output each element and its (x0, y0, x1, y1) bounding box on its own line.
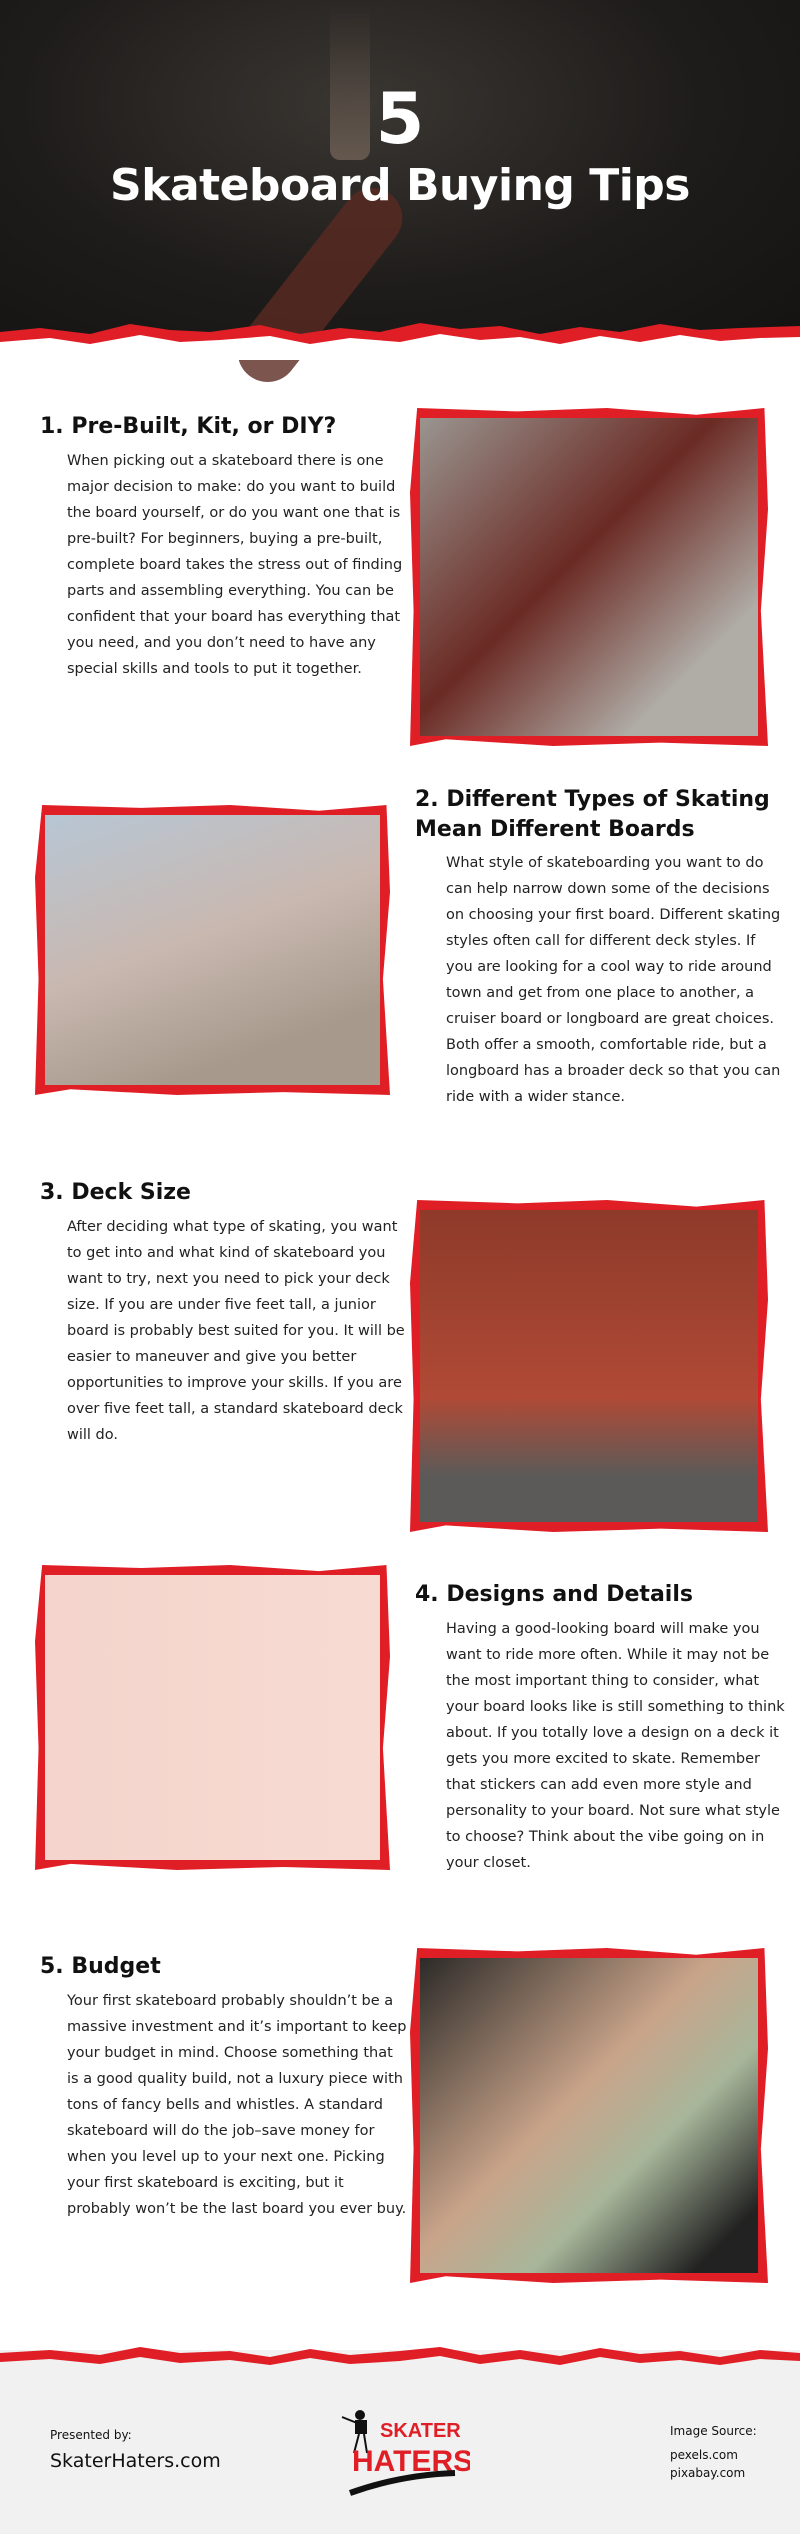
tip-body: After deciding what type of skating, you want to get into and what kind of skateboard you want to try, next you need to pick your deck size. If you are under five feet tall, a junior board is probably best suited for you. It will be easier to maneuver and give you better opportunities to improve your skills. If you are over five feet tall, a standard skateboard deck will do. (67, 1219, 405, 1443)
tip-heading: 1. Pre-Built, Kit, or DIY? (40, 414, 337, 439)
svg-text:HATERS: HATERS (352, 2445, 470, 2478)
tip-heading: 2. Different Types of Skating Mean Different Boards (415, 787, 770, 842)
skater-kickflip-photo (35, 805, 390, 1095)
longboards-against-brick-wall-photo (410, 1200, 768, 1532)
image-source-pixabay[interactable]: pixabay.com (670, 2466, 746, 2480)
image-source-pexels[interactable]: pexels.com (670, 2448, 738, 2462)
svg-text:SKATER: SKATER (380, 2420, 461, 2442)
torn-edge-divider (0, 320, 800, 360)
skateboard-decks-designs-photo (35, 1565, 390, 1870)
presented-by-link[interactable]: SkaterHaters.com (50, 2450, 221, 2472)
page-title: Skateboard Buying Tips (110, 160, 690, 211)
tip-body: Having a good-looking board will make you want to ride more often. While it may not be the most important thing to consider, what your board looks like is still something to think about. If you totally love a design on a deck it gets you more excited to skate. Remember that stickers can add even more style and personality to your board. Not sure what style to choose? Think about the vibe going on in your closet. (446, 1621, 785, 1871)
skater-haters-logo (330, 2405, 470, 2505)
wallet-with-cash-photo (410, 1948, 768, 2283)
sneakers-on-skateboard-photo (410, 408, 768, 746)
torn-edge-divider (0, 2345, 800, 2369)
tip-body: What style of skateboarding you want to do can help narrow down some of the decisions on choosing your first board. Different skating styles often call for different deck styles. If you are looking for a cool way to ride around town and get from one place to another, a cruiser board or longboard are great choices. Both offer a smooth, comfortable ride, but a longboard has a broader deck so that you can ride with a wider stance. (446, 855, 781, 1105)
tip-heading: 3. Deck Size (40, 1180, 191, 1205)
hero-banner (0, 0, 800, 345)
tip-body: Your first skateboard probably shouldn’t be a massive investment and it’s important to keep your budget in mind. Choose something that is a good quality build, not a luxury piece with tons of fancy bells and whistles. A standard skateboard will do the job–save money for when you level up to your next one. Picking your first skateboard is exciting, but it probably won’t be the last board you ever buy. (67, 1993, 407, 2217)
presented-by-label: Presented by: (50, 2428, 132, 2442)
hero-number: 5 (375, 78, 425, 160)
image-source-label: Image Source: (670, 2424, 757, 2438)
tip-heading: 5. Budget (40, 1954, 161, 1979)
tip-body: When picking out a skateboard there is one major decision to make: do you want to build the board yourself, or do you want one that is pre-built? For beginners, buying a pre-built, complete board takes the stress out of finding parts and assembling everything. You can be confident that your board has everything that you need, and you don’t need to have any special skills and tools to put it together. (67, 453, 403, 677)
skater-figure-icon (330, 2405, 470, 2505)
tip-heading: 4. Designs and Details (415, 1582, 693, 1607)
